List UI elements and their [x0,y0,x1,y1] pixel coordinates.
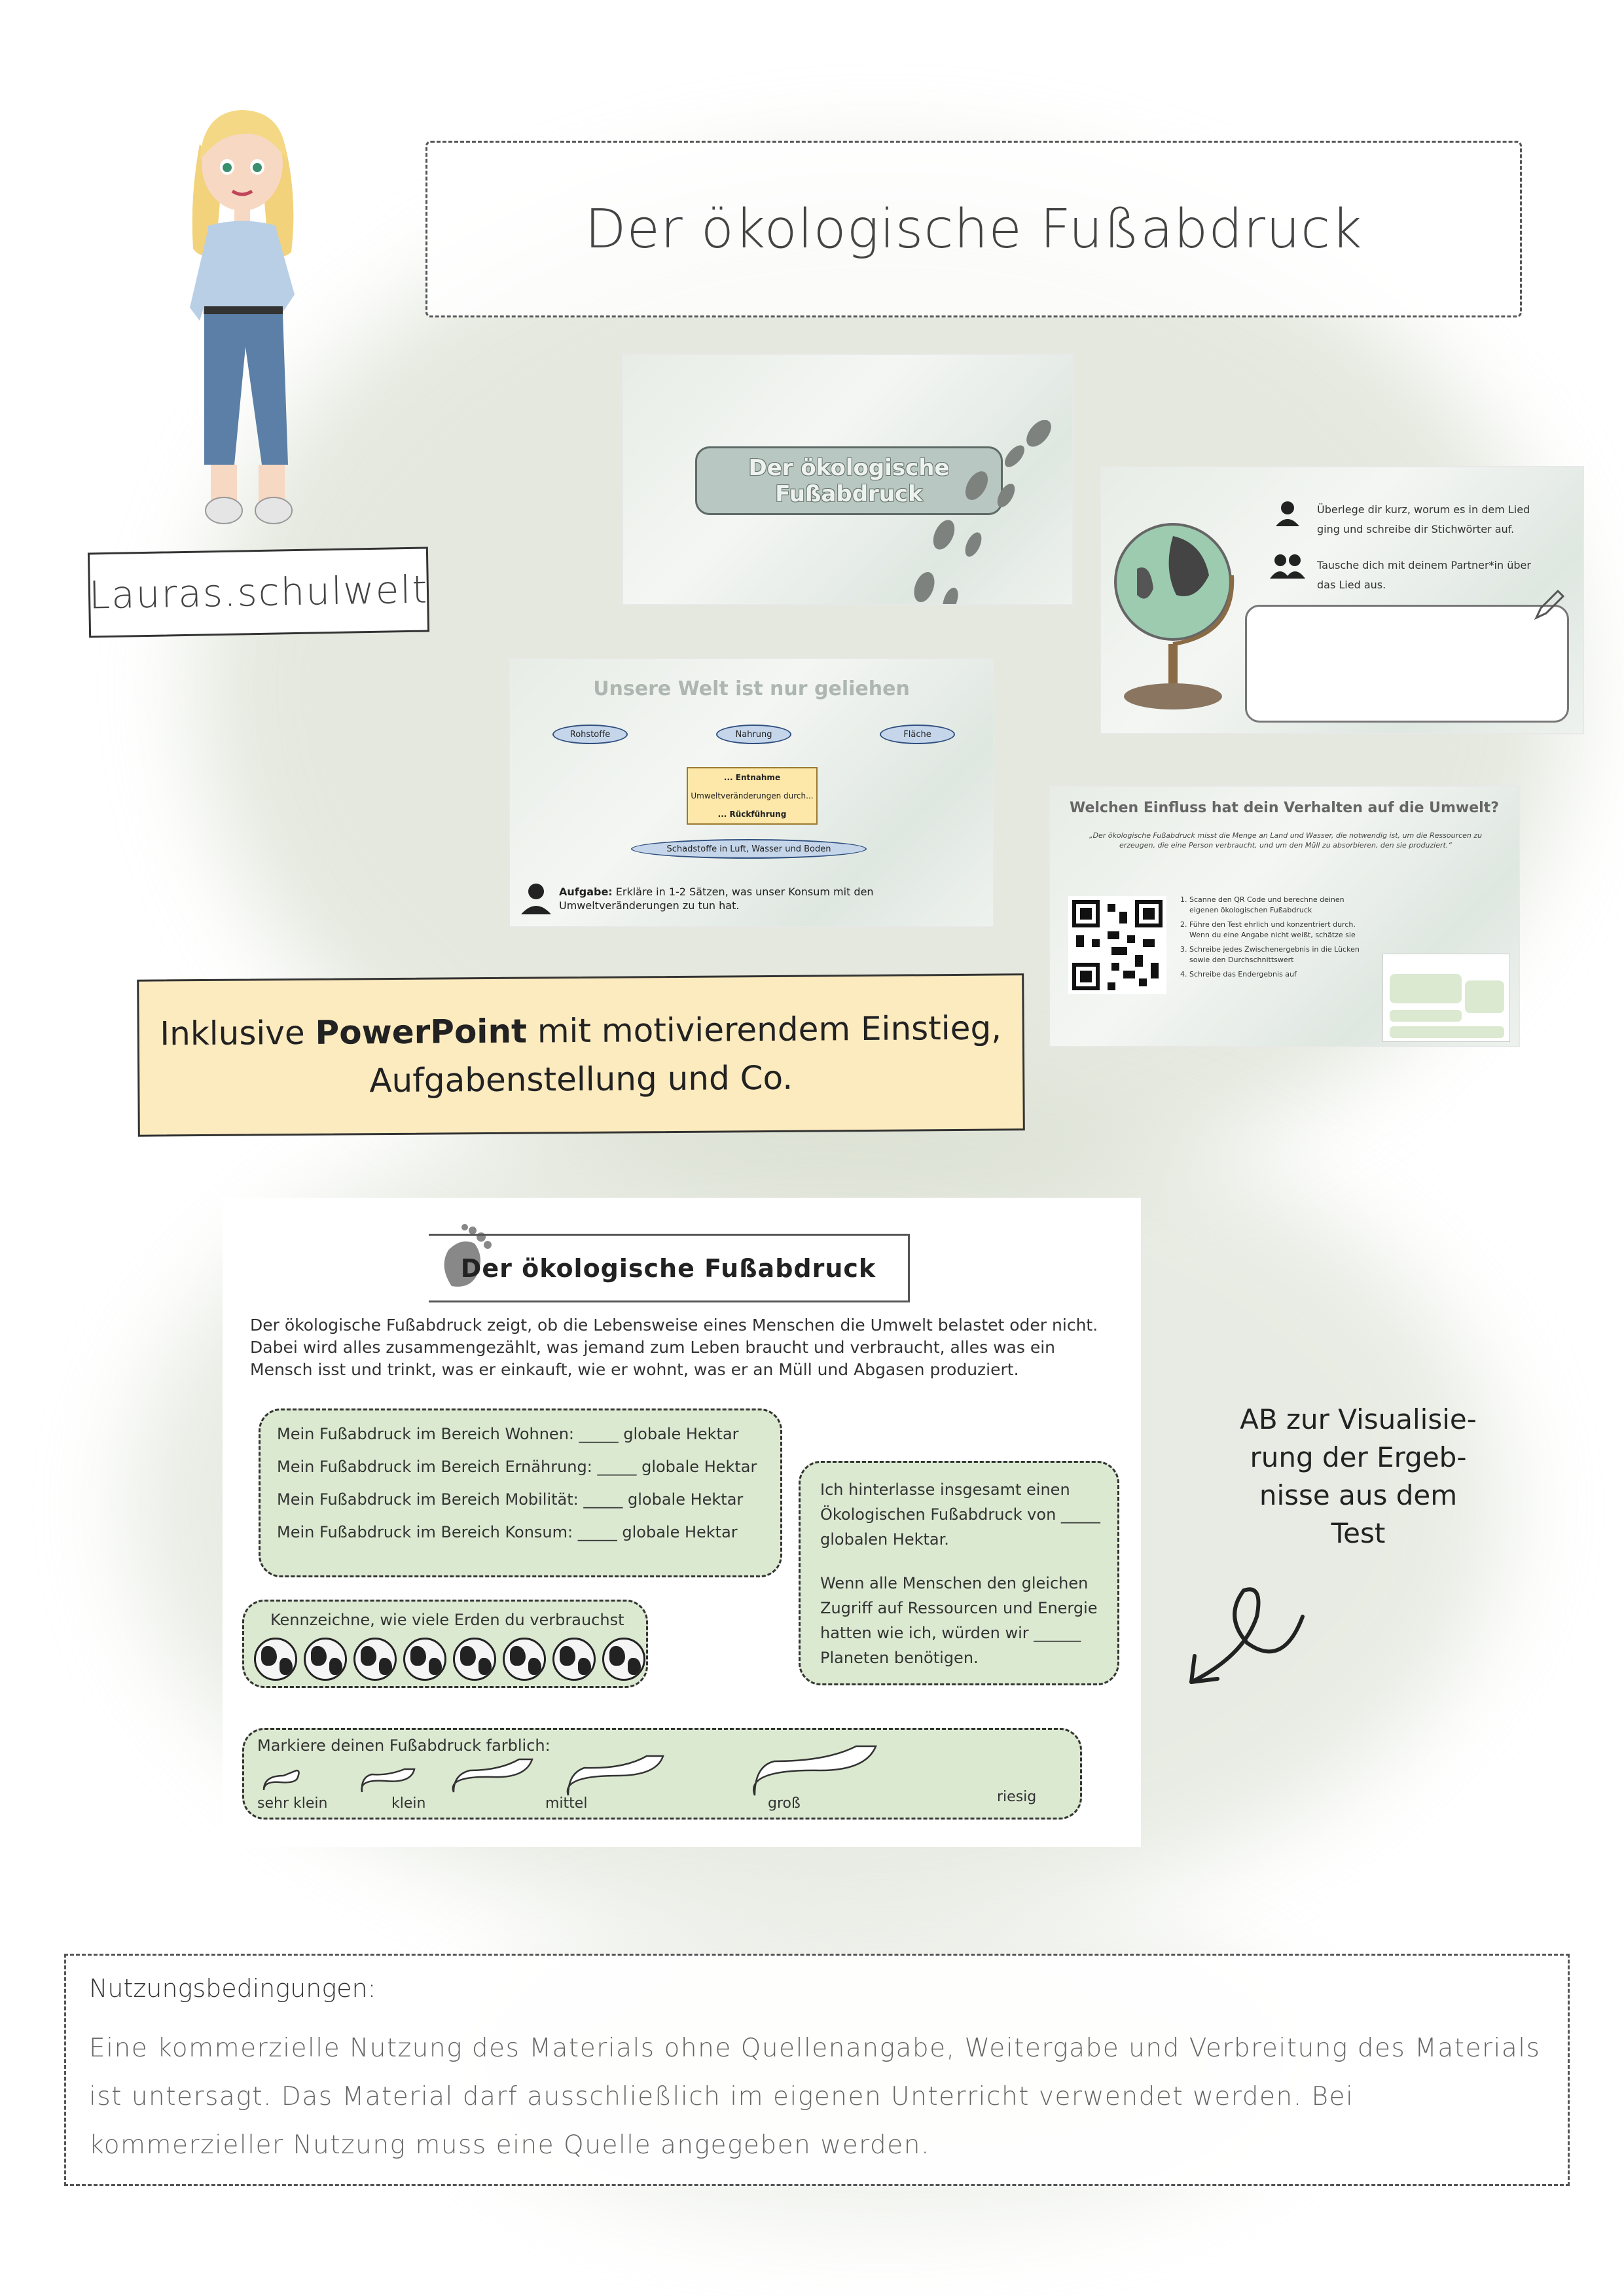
worksheet-intro: Der ökologische Fußabdruck zeigt, ob die Lebensweise eines Menschen die Umwelt belastet oder nicht. Dabei wird alles zusammengezählt, was jemand zum Leben braucht und verbraucht, alles was ein Mensch isst und trinkt, was er einkauft, wie er wohnt, was er an Müll und Abgasen produziert. [250,1316,1098,1379]
worksheet-title-box [429,1234,910,1302]
planets-text: Wenn alle Menschen den gleichen Zugriff auf Ressourcen und Energie hatten wie ich, würden wir ______ Planeten benötigen. [820,1574,1098,1667]
slide-title-line1: Der ökologische [748,454,950,481]
slide-title-line2: Fußabdruck [775,480,923,507]
earth-icon [403,1638,446,1681]
terms-box [64,1954,1570,2186]
avatar-illustration [164,98,321,543]
terms-body: Eine kommerzielle Nutzung des Materials ohne Quellenangabe, Weitergabe und Verbreitung des Materials ist untersagt. Das Material darf ausschließlich im eigenen Unterricht verwendet werden. Bei kommerzieller Nutzung muss eine Quelle angegeben werden. [89,2034,1541,2160]
size-label: klein [391,1795,426,1812]
slide-preview-influence [1049,785,1520,1047]
banner-post: mit motivierendem Einstieg, [526,1009,1002,1050]
size-label: sehr klein [257,1795,328,1812]
step-item: 3. Schreibe jedes Zwischenergebnis in die Lücken sowie den Durchschnittswert [1189,944,1374,965]
slide2-line2: ging und schreibe dir Stichwörter auf. [1317,523,1515,535]
earths-label: Kennzeichne, wie viele Erden du verbrauchst [270,1611,624,1629]
area-line: Mein Fußabdruck im Bereich Mobilität: _____ globale Hektar [277,1490,744,1509]
step-item: 1. Scanne den QR Code und berechne deinen eigenen ökologischen Fußabdruck [1189,895,1374,916]
note-line1: AB zur Visualisie- [1240,1403,1477,1435]
slide-preview-song [1100,466,1584,734]
step-item: 4. Schreibe das Endergebnis auf [1189,969,1374,980]
earths-row [254,1638,645,1681]
areas-box [259,1408,782,1577]
earth-icon [254,1638,297,1681]
area-line: Mein Fußabdruck im Bereich Ernährung: _____ globale Hektar [277,1458,757,1476]
footprint-sizes-icon [244,1730,1084,1821]
earth-icon [602,1638,645,1681]
page-title-box [425,141,1522,317]
powerpoint-banner [137,973,1025,1136]
slide4-quote: „Der ökologische Fußabdruck misst die Menge an Land und Wasser, die notwendig ist, um die Ressourcen zu erzeugen, die eine Person verbraucht, und um den Müll zu absorbieren, den sie produziert.“ [1089,831,1483,850]
slide4-steps [1178,895,1374,984]
task-label: Aufgabe: [559,886,613,898]
qr-code-icon [1068,896,1166,994]
box-line2: Umweltveränderungen durch... [691,791,814,800]
pill-schadstoffe: Schadstoffe in Luft, Wasser und Boden [631,839,867,859]
worksheet-preview [223,1198,1141,1847]
brand-name: Lauras.schulwelt [88,567,429,618]
banner-line2: Aufgabenstellung und Co. [369,1058,793,1100]
earth-icon [552,1638,596,1681]
banner-line1 [160,1009,1001,1053]
earth-icon [353,1638,397,1681]
note-line3: nisse aus dem [1259,1479,1458,1511]
terms-heading: Nutzungsbedingungen: [89,1974,376,2003]
answer-box [1245,605,1569,723]
slide3-title: Unsere Welt ist nur geliehen [593,677,910,700]
slide2-line4: das Lied aus. [1317,579,1386,591]
slide3-task [559,885,984,912]
area-line: Mein Fußabdruck im Bereich Konsum: _____ globale Hektar [277,1523,738,1541]
pill-flaeche: Fläche [880,725,955,744]
globe-icon [1111,497,1242,726]
mark-label: Markiere deinen Fußabdruck farblich: [257,1736,550,1755]
earth-icon [453,1638,496,1681]
total-text: Ich hinterlasse insgesamt einen Ökologischen Fußabdruck von _____ globalen Hektar. [820,1480,1100,1549]
area-line: Mein Fußabdruck im Bereich Wohnen: _____ globale Hektar [277,1425,739,1443]
size-label: riesig [997,1789,1037,1805]
slide-preview-title [622,353,1074,605]
pill-nahrung: Nahrung [716,725,791,744]
task-text: Erkläre in 1-2 Sätzen, was unser Konsum mit den Umweltveränderungen zu tun hat. [559,886,874,912]
curly-arrow-icon [1172,1571,1322,1692]
step-item: 2. Führe den Test ehrlich und konzentriert durch. Wenn du eine Angabe nicht weißt, schätze sie [1189,920,1374,941]
person-icon [520,882,552,914]
result-box [799,1461,1119,1685]
pencil-icon [1533,588,1566,621]
worksheet-title: Der ökologische Fußabdruck [460,1253,876,1283]
page-title: Der ökologische Fußabdruck [585,198,1363,260]
pill-rohstoffe: Rohstoffe [552,725,628,744]
brand-box [88,547,429,637]
partner-icon [1270,552,1306,579]
box-line3: ... Rückführung [717,810,787,819]
slide4-title: Welchen Einfluss hat dein Verhalten auf die Umwelt? [1069,800,1499,816]
slide-preview-world [509,658,994,927]
earths-box [242,1600,648,1688]
note-line4: Test [1331,1517,1386,1549]
note-line2: rung der Ergeb- [1250,1441,1467,1473]
person-icon [1274,500,1301,526]
banner-pre: Inklusive [160,1013,316,1053]
footprints-icon [898,420,1074,605]
footprint-size-box [242,1728,1082,1820]
earth-icon [304,1638,347,1681]
banner-bold: PowerPoint [315,1012,528,1052]
mini-worksheet-thumbnail [1382,954,1510,1042]
concept-box [687,767,818,825]
box-line1: ... Entnahme [723,773,781,782]
size-label: mittel [545,1795,588,1812]
slide2-line1: Überlege dir kurz, worum es in dem Lied [1317,503,1530,516]
slide2-line3: Tausche dich mit deinem Partner*in über [1317,559,1531,571]
size-label: groß [768,1795,801,1812]
earth-icon [503,1638,546,1681]
worksheet-note [1224,1401,1492,1552]
